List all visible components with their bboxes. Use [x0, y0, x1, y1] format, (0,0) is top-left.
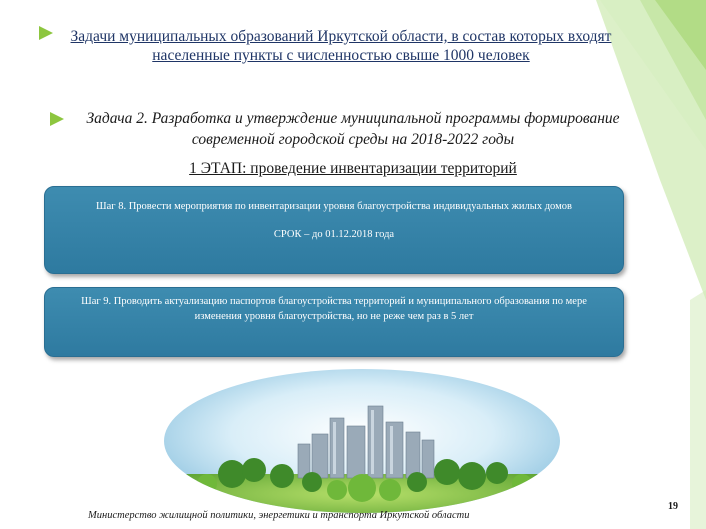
step-9-box: [44, 287, 624, 357]
play-arrow-icon: [39, 26, 53, 40]
stage-heading: [0, 160, 706, 178]
step-9-text: Шаг 9. Проводить актуализацию паспортов благоустройства территорий и муниципального образования по мере изменения уровня благоустройства, но не реже чем раз в 5 лет: [81, 296, 587, 322]
stage-text: 1 ЭТАП: проведение инвентаризации территорий: [189, 160, 517, 177]
slide-title: Задачи муниципальных образований Иркутской области, в состав которых входят населенные пункты с численностью свыше 1000 человек: [70, 28, 612, 64]
city-park-illustration: [162, 366, 562, 516]
task-heading: Задача 2. Разработка и утверждение муниципальной программы формирование современной городской среды на 2018-2022 годы: [86, 110, 620, 148]
footer-ministry: Министерство жилищной политики, энергетики и транспорта Иркутской области: [88, 510, 470, 521]
step-8-box: [44, 186, 624, 274]
page-number: 19: [668, 501, 678, 512]
play-arrow-icon: [50, 112, 64, 126]
step-8-deadline: СРОК – до 01.12.2018 года: [273, 229, 395, 240]
step-8-text: Шаг 8. Провести мероприятия по инвентаризации уровня благоустройства индивидуальных жилых домов: [96, 201, 572, 212]
